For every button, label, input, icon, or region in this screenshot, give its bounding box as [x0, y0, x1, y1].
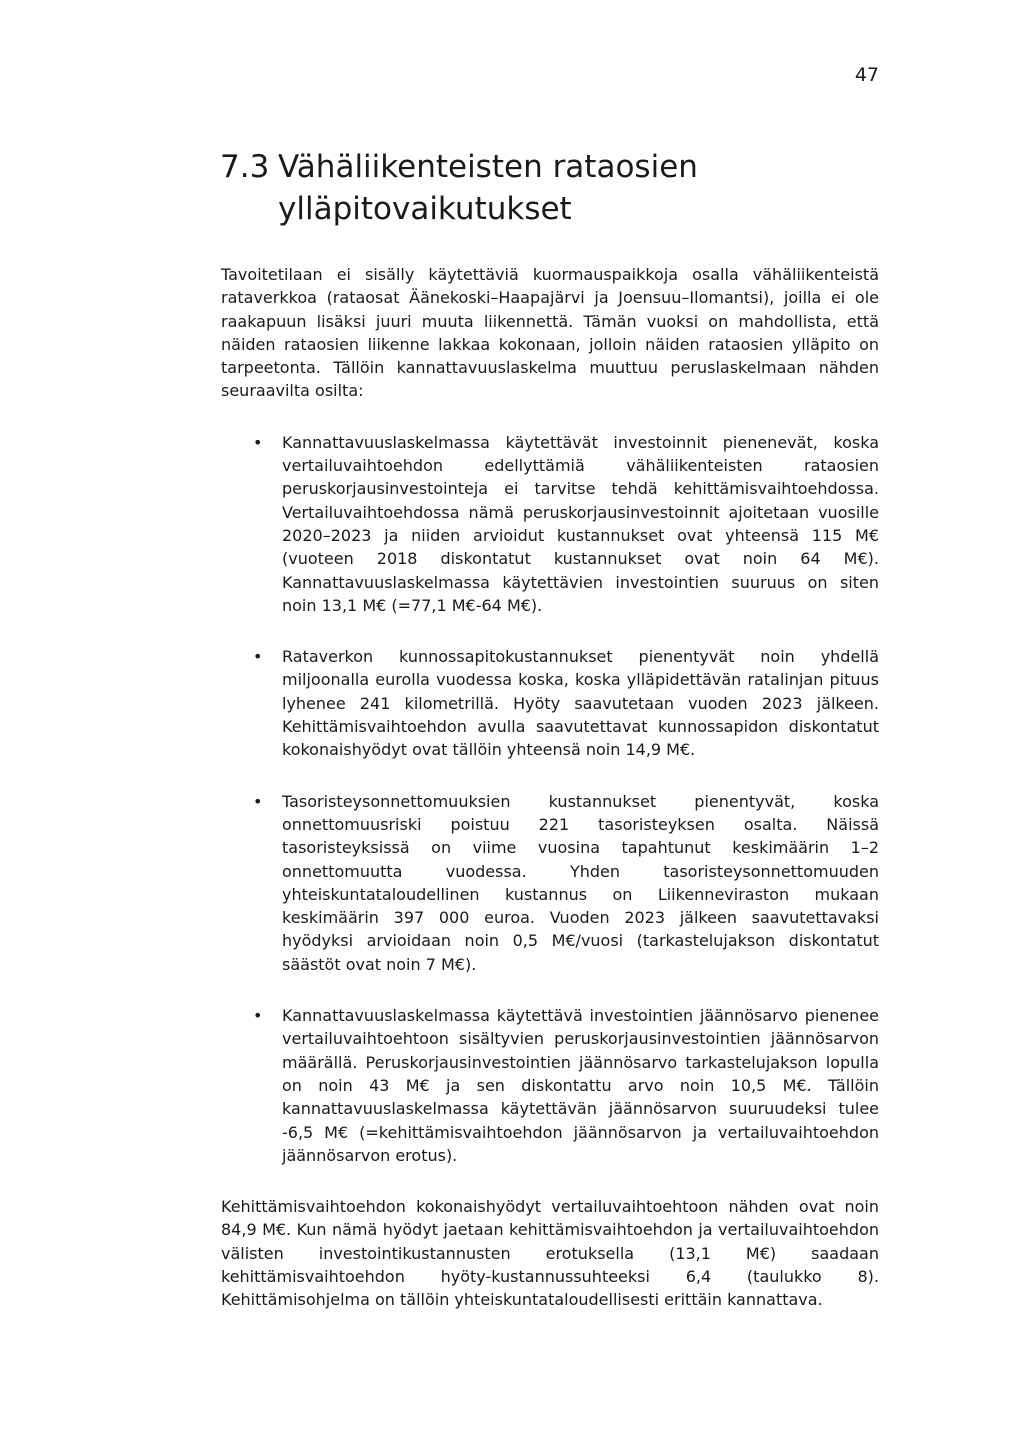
bullet-item — [221, 431, 879, 617]
bullet-icon: • — [253, 647, 263, 667]
bullet-text: Kannattavuuslaskelmassa käytettävät investoinnit pienenevät, koska vertailuvaihtoehdon edellyttämiä vähäliikenteisten rataosien peruskorjausinvestointeja ei tarvitse tehdä kehittämisvaihtoehdossa. Vertailuvaihtoehdossa nämä peruskorjausinvestoinnit ajoitetaan vuosille 2020–2023 ja niiden arvioidut kustannukset ovat yhteensä 115 M€ (vuoteen 2018 diskontatut kustannukset ovat noin 64 M€). Kannattavuuslaskelmassa käytettävien investointien suuruus on siten noin 13,1 M€ (=77,1 M€-64 M€). — [282, 432, 879, 615]
bullet-text: Rataverkon kunnossapitokustannukset pienentyvät noin yhdellä miljoonalla eurolla vuodessa koska, koska ylläpidettävän ratalinjan pituus lyhenee 241 kilometrillä. Hyöty saavutetaan vuoden 2023 jälkeen. Kehittämisvaihtoehdon avulla saavutettavat kunnossapidon diskontatut kokonaishyödyt ovat tällöin yhteensä noin 14,9 M€. — [282, 647, 879, 760]
bullet-item — [221, 645, 879, 761]
intro-paragraph: Tavoitetilaan ei sisälly käytettäviä kuormauspaikkoja osalla vähäliikenteistä rataverkkoa (rataosat Äänekoski–Haapajärvi ja Joensuu–Ilomantsi), joilla ei ole raakapuun lisäksi juuri muuta liikennettä. Tämän vuoksi on mahdollista, että näiden rataosien liikenne lakkaa kokonaan, jolloin näiden rataosien ylläpito on tarpeetonta. Tällöin kannattavuuslaskelma muuttuu peruslaskelmaan nähden seuraavilta osilta: — [221, 265, 879, 401]
bullet-icon: • — [253, 432, 263, 452]
bullet-text: Kannattavuuslaskelmassa käytettävä investointien jäännösarvo pienenee vertailuvaihtoehtoon sisältyvien peruskorjausinvestointien jäännösarvon määrällä. Peruskorjausinvestointien jäännösarvo tarkastelujakson lopulla on noin 43 M€ ja sen diskontattu arvo noin 10,5 M€. Tällöin kannattavuuslaskelmassa käytettävän jäännösarvon suuruudeksi tulee -6,5 M€ (=kehittämisvaihtoehdon jäännösarvon ja vertailuvaihtoehdon jäännösarvon erotus). — [282, 1006, 879, 1165]
closing-paragraph: Kehittämisvaihtoehdon kokonaishyödyt vertailuvaihtoehtoon nähden ovat noin 84,9 M€. Kun nämä hyödyt jaetaan kehittämisvaihtoehdon ja vertailuvaihtoehdon välisten investointikustannusten erotuksella (13,1 M€) saadaan kehittämisvaihtoehdon hyöty-kustannussuhteeksi 6,4 (taulukko 8). Kehittämisohjelma on tällöin yhteiskuntataloudellisesti erittäin kannattava. — [221, 1197, 879, 1310]
section-number: 7.3 — [220, 149, 270, 185]
bullet-icon: • — [253, 1006, 263, 1026]
page-number: 47 — [854, 64, 879, 86]
body-text — [221, 263, 879, 1312]
section-title: Vähäliikenteisten rataosien ylläpitovaikutukset — [278, 149, 698, 227]
bullet-item — [221, 790, 879, 976]
section-heading — [220, 146, 820, 230]
bullet-text: Tasoristeysonnettomuuksien kustannukset pienentyvät, koska onnettomuusriski poistuu 221 tasoristeyksen osalta. Näissä tasoristeyksissä on viime vuosina tapahtunut keskimäärin 1–2 onnettomuutta vuodessa. Yhden tasoristeysonnettomuuden yhteiskuntataloudellinen kustannus on Liikenneviraston mukaan keskimäärin 397 000 euroa. Vuoden 2023 jälkeen saavutettavaksi hyödyksi arvioidaan noin 0,5 M€/vuosi (tarkastelujakson diskontatut säästöt ovat noin 7 M€). — [282, 791, 879, 974]
bullet-icon: • — [253, 791, 263, 811]
bullet-list — [221, 431, 879, 1167]
bullet-item — [221, 1004, 879, 1167]
